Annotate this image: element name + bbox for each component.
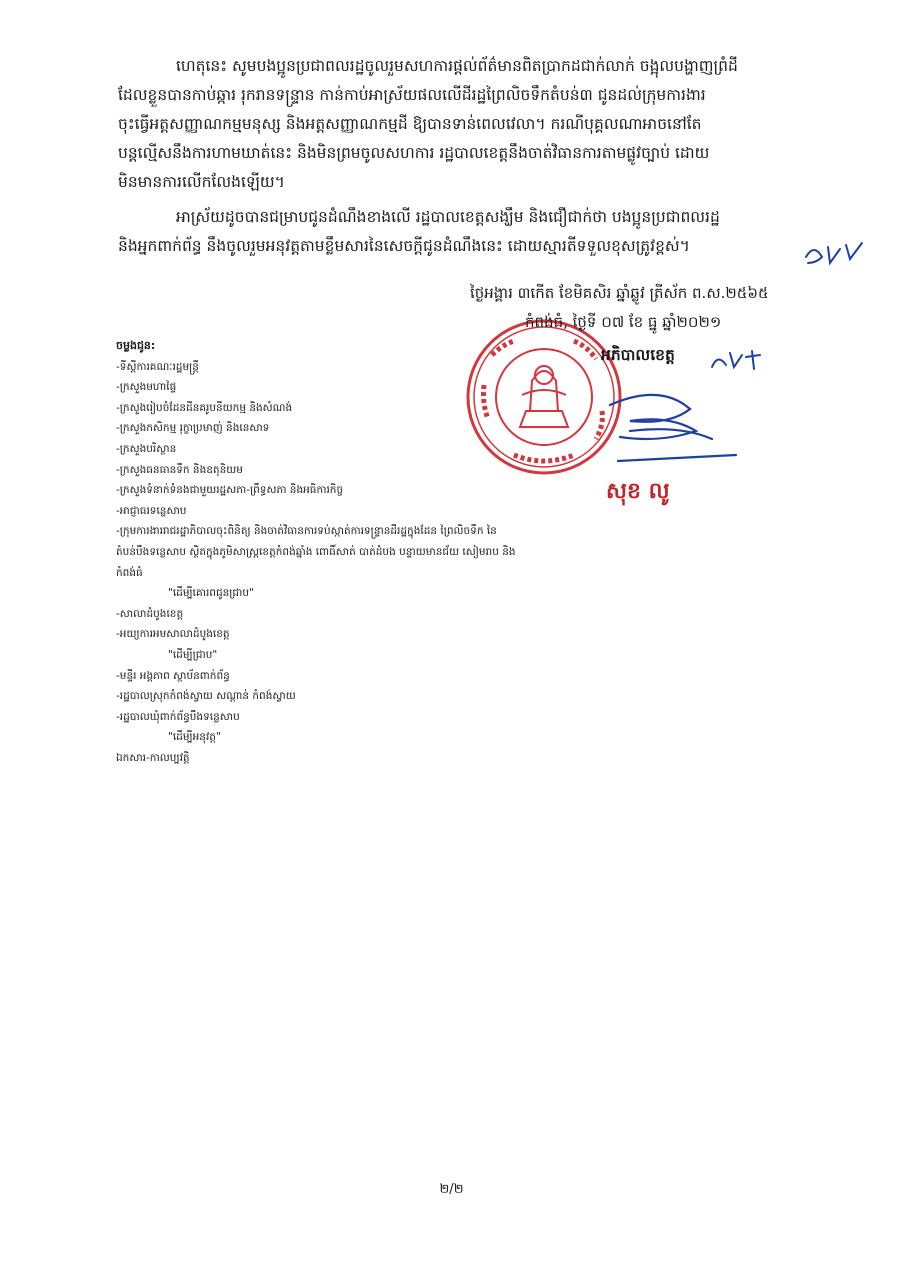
recipient-item: ឯកសារ-កាលប្បវត្តិ: [116, 751, 190, 764]
solar-date: កំពង់ធំ, ថ្ងៃទី ០៧ ខែ ធ្នូ ឆ្នាំ២០២១: [525, 313, 722, 331]
recipient-item: -សាលាដំបូងខេត្ត: [116, 607, 184, 620]
recipient-item: -អាជ្ញាធរទន្លេសាប: [116, 504, 187, 517]
paragraph-line: និងអ្នកពាក់ព័ន្ធ នឹងចូលរួមអនុវត្តតាមខ្លឹមសារនៃសេចក្តីជូនដំណឹងនេះ ដោយស្មារតីទទួលខុសត្រូវខ្ពស់។: [118, 237, 690, 255]
initials-mark-icon: [800, 237, 870, 271]
paragraph-line: ចុះធ្វើអត្តសញ្ញាណកម្មមនុស្ស និងអត្តសញ្ញាណកម្មដី ឱ្យបានទាន់ពេលវេលា។ ករណីបុគ្គលណាអាចនៅតែ: [118, 115, 702, 133]
recipients-heading: ចម្លងជូន:: [116, 339, 156, 352]
recipient-item: -ក្រសួងធនធានទឹក និងឧតុនិយម: [116, 463, 243, 476]
signatory-name: សុខ លូ: [606, 478, 670, 504]
recipient-item: -ក្រសួងរៀបចំដែនដីនគរូបនីយកម្ម និងសំណង់: [116, 401, 293, 414]
recipient-item: -ទីស្តីការគណៈរដ្ឋមន្ត្រី: [116, 360, 199, 373]
recipient-item: -ក្រសួងបរិស្ថាន: [116, 442, 177, 455]
recipient-item: -អយ្យការអមសាលាដំបូងខេត្ត: [116, 628, 230, 641]
paragraph-line: អាស្រ័យដូចបានជម្រាបជូនដំណឹងខាងលើ រដ្ឋបាលខេត្តសង្ឃឹម និងជឿជាក់ថា បងប្អូនប្រជាពលរដ្ឋ: [176, 208, 720, 226]
recipient-item: -ក្រសួងកសិកម្ម រុក្ខាប្រមាញ់ និងនេសាទ: [116, 422, 270, 435]
paragraph-line: ហេតុនេះ សូមបងប្អូនប្រជាពលរដ្ឋចូលរួមសហការផ្តល់ព័ត៌មានពិតប្រាកដជាក់លាក់ ចង្អុលបង្ហាញព្រំដី: [176, 57, 738, 75]
signatory-title: អភិបាលខេត្ត: [601, 346, 675, 364]
recipient-item: -មន្ទីរ អង្គភាព ស្ថាប័នពាក់ព័ន្ធ: [116, 669, 230, 682]
body-paragraph-1: [118, 52, 834, 197]
body-paragraph-2: [118, 203, 834, 261]
handwritten-signature-icon: [600, 385, 740, 465]
recipient-item: -ក្រុមការងាររាជរដ្ឋាភិបាលចុះពិនិត្យ និងចាត់វិធានការទប់ស្កាត់ការទន្ទ្រានដីរដ្ឋក្នុងដែន ព្រៃលិចទឹក នៃតំបន់បឹងទន្លេសាប ស្ថិតក្នុងភូមិសាស្ត្រខេត្តកំពង់ឆ្នាំង ពោធិ៍សាត់ បាត់ដំបង បន្ទាយមានជ័យ សៀមរាប និងកំពង់ធំ: [116, 525, 516, 579]
paragraph-line: ដែលខ្លួនបានកាប់ឆ្ការ រុករានទន្ទ្រាន កាន់កាប់អាស្រ័យផលលើដីរដ្ឋព្រៃលិចទឹកតំបន់៣ ជូនដល់ក្រុមការងារ: [118, 86, 706, 104]
page-number: ២/២: [439, 1182, 464, 1197]
recipients-purpose-label: "ដើម្បីជ្រាប": [168, 648, 218, 661]
recipient-item: -ក្រសួងមហាផ្ទៃ: [116, 381, 177, 394]
recipient-item: -រដ្ឋបាលស្រុកកំពង់ស្វាយ សណ្តាន់ កំពង់ស្វាយ: [116, 690, 296, 703]
paragraph-line: មិនមានការលើកលែងឡើយ។: [118, 173, 285, 191]
recipients-list: [116, 336, 516, 768]
lunar-date: ថ្ងៃអង្គារ ៣កើត ខែមិគសិរ ឆ្នាំឆ្លូវ ត្រីស័ក ព.ស.២៥៦៥: [470, 284, 769, 302]
recipients-purpose-label: "ដើម្បីគោរពជូនជ្រាប": [168, 587, 254, 600]
initials-mark-icon: [708, 345, 768, 375]
paragraph-line: បន្តល្មើសនឹងការហាមឃាត់នេះ និងមិនព្រមចូលសហការ រដ្ឋបាលខេត្តនឹងចាត់វិធានការតាមផ្លូវច្បាប់ ដោយ: [118, 144, 710, 162]
recipient-item: -រដ្ឋបាលឃុំពាក់ព័ន្ធបឹងទន្លេសាប: [116, 710, 240, 723]
recipients-purpose-label: "ដើម្បីអនុវត្ត": [168, 731, 221, 744]
recipient-item: -ក្រសួងទំនាក់ទំនងជាមួយរដ្ឋសភា-ព្រឹទ្ធសភា និងអធិការកិច្ច: [116, 484, 344, 497]
